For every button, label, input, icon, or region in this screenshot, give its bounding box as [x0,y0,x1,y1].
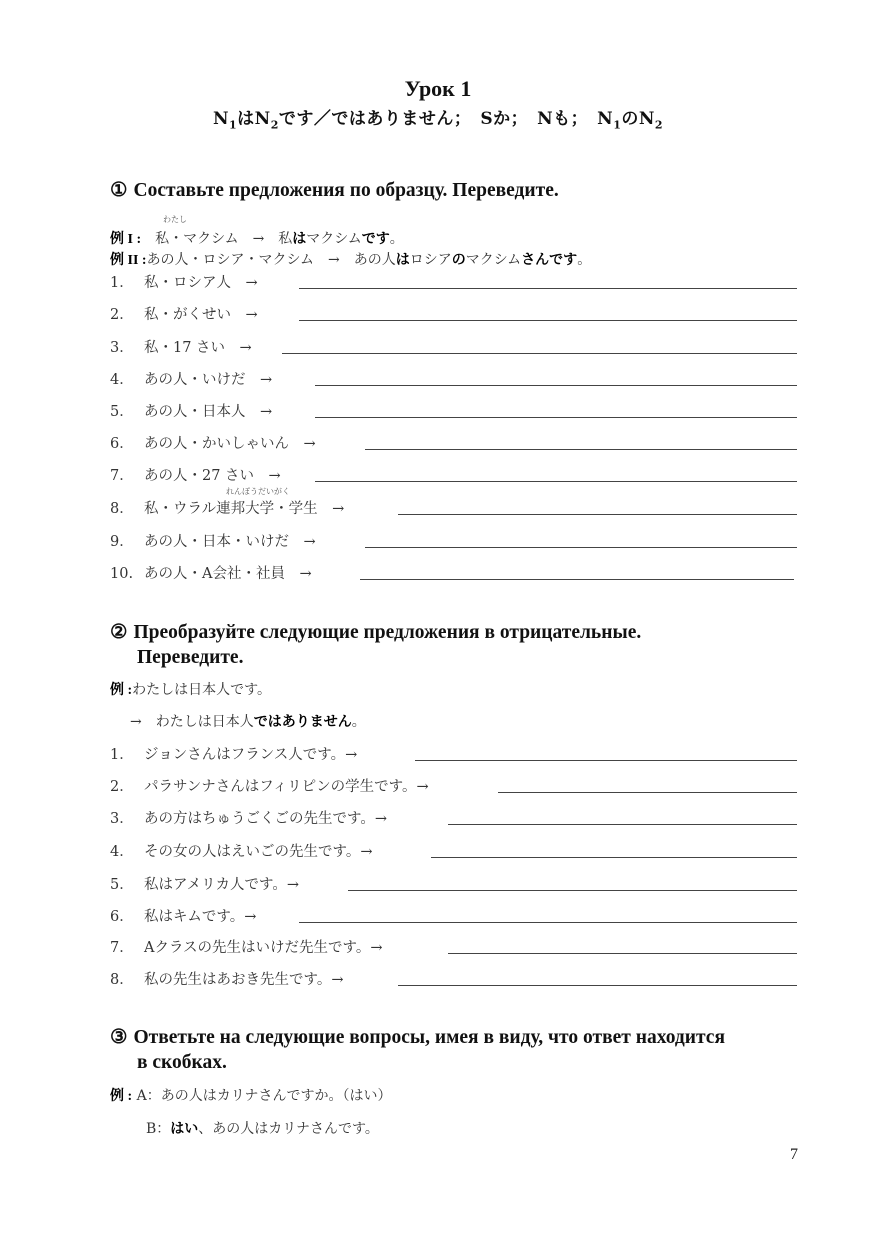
section1-answer-line-9[interactable] [365,547,797,548]
item-prompt: 私・17 さい → [144,340,252,356]
item-number: 8． [110,501,134,517]
item-number: 3． [110,340,134,356]
section2-answer-line-1[interactable] [415,760,797,761]
section1-answer-line-1[interactable] [299,288,797,289]
section1-answer-line-4[interactable] [315,385,797,386]
item-prompt: 私はアメリカ人です。→ [144,877,299,893]
item-number: 5． [110,404,134,420]
item-number: 4． [110,372,134,388]
item-prompt: 私・ウラル連邦大学・学生 → [144,501,345,517]
item-number: 6． [110,909,134,925]
section2-item-7 [110,936,383,957]
section2-item-8 [110,968,344,989]
section1-item-1 [110,271,258,292]
item-prompt: パラサンナさんはフィリピンの学生です。→ [144,779,429,795]
section2-item-5 [110,873,299,894]
section1-item-6 [110,432,316,453]
item-number: 6． [110,436,134,452]
furigana-watashi: わたし [163,215,187,224]
item-prompt: あの人・かいしゃいん → [144,436,316,452]
item-number: 10. [110,566,134,582]
section2-answer-line-6[interactable] [299,922,797,923]
page-subtitle: $N_1$は$N_2$です／ではありません； Sか； Nも； $N_1$の$N_2$ [212,109,664,132]
section1-heading: ① Составьте предложения по образцу. Переведите. [110,180,559,201]
item-prompt: Aクラスの先生はいけだ先生です。→ [144,940,383,956]
item-prompt: その女の人はえいごの先生です。→ [144,844,373,860]
section1-answer-line-8[interactable] [398,514,797,515]
section2-answer-line-2[interactable] [498,792,797,793]
section2-example: 例 :わたしは日本人です。 [110,682,272,698]
section1-example1: 例 I : 私・マクシム → 私はマクシムです。 [110,231,404,247]
item-number: 1． [110,275,134,291]
item-prompt: 私はキムです。→ [144,909,257,925]
section2-answer-line-4[interactable] [431,857,797,858]
furigana-renpoudaigaku: れんぽうだいがく [226,487,290,496]
section2-answer-line-8[interactable] [398,985,797,986]
section2-answer-line-3[interactable] [448,824,797,825]
item-prompt: あの人・いけだ → [144,372,273,388]
section2-item-3 [110,807,387,828]
section3-example-a: 例 : A：あの人はカリナさんですか。（はい） [110,1088,392,1104]
section1-example2: 例 II :あの人・ロシア・マクシム → あの人はロシアのマクシムさんです。 [110,252,592,268]
section1-answer-line-2[interactable] [299,320,797,321]
section2-item-4 [110,840,373,861]
section2-answer-line-5[interactable] [348,890,797,891]
item-prompt: あの人・A会社・社員 → [144,566,312,582]
section1-answer-line-5[interactable] [315,417,797,418]
item-number: 7． [110,940,134,956]
item-number: 5． [110,877,134,893]
item-prompt: 私の先生はあおき先生です。→ [144,972,344,988]
item-number: 2． [110,307,134,323]
item-prompt: あの方はちゅうごくごの先生です。→ [144,811,387,827]
section1-item-8 [110,497,344,518]
section1-item-10 [110,562,312,583]
section3-heading: ③ Ответьте на следующие вопросы, имея в виду, что ответ находится в скобках. [110,1027,726,1073]
section2-example-answer: → わたしは日本人ではありません。 [130,714,366,730]
section2-item-1 [110,743,357,764]
section2-item-2 [110,775,429,796]
section1-item-3 [110,336,252,357]
page-title: Урок 1 [404,76,472,101]
item-number: 2． [110,779,134,795]
section1-item-2 [110,303,258,324]
section2-heading: ② Преобразуйте следующие предложения в отрицательные. Переведите. [110,622,642,668]
section1-answer-line-6[interactable] [365,449,797,450]
item-number: 8． [110,972,134,988]
section3-example-b: B：はい、あの人はカリナさんです。 [146,1121,379,1137]
item-prompt: ジョンさんはフランス人です。→ [144,747,358,763]
item-number: 3． [110,811,134,827]
item-prompt: あの人・日本人 → [144,404,273,420]
section2-item-6 [110,905,256,926]
item-prompt: 私・ロシア人 → [144,275,258,291]
item-number: 9． [110,534,134,550]
section1-item-9 [110,530,316,551]
item-number: 7． [110,468,134,484]
section1-item-4 [110,368,272,389]
page-number: 7 [790,1146,798,1163]
section1-item-7 [110,464,281,485]
item-number: 4． [110,844,134,860]
section1-item-5 [110,400,272,421]
item-prompt: あの人・27 さい → [144,468,281,484]
section2-answer-line-7[interactable] [448,953,797,954]
section1-answer-line-3[interactable] [282,353,797,354]
section1-answer-line-7[interactable] [315,481,797,482]
item-prompt: あの人・日本・いけだ → [144,534,316,550]
item-prompt: 私・がくせい → [144,307,258,323]
item-number: 1． [110,747,134,763]
section1-answer-line-10[interactable] [360,579,794,580]
